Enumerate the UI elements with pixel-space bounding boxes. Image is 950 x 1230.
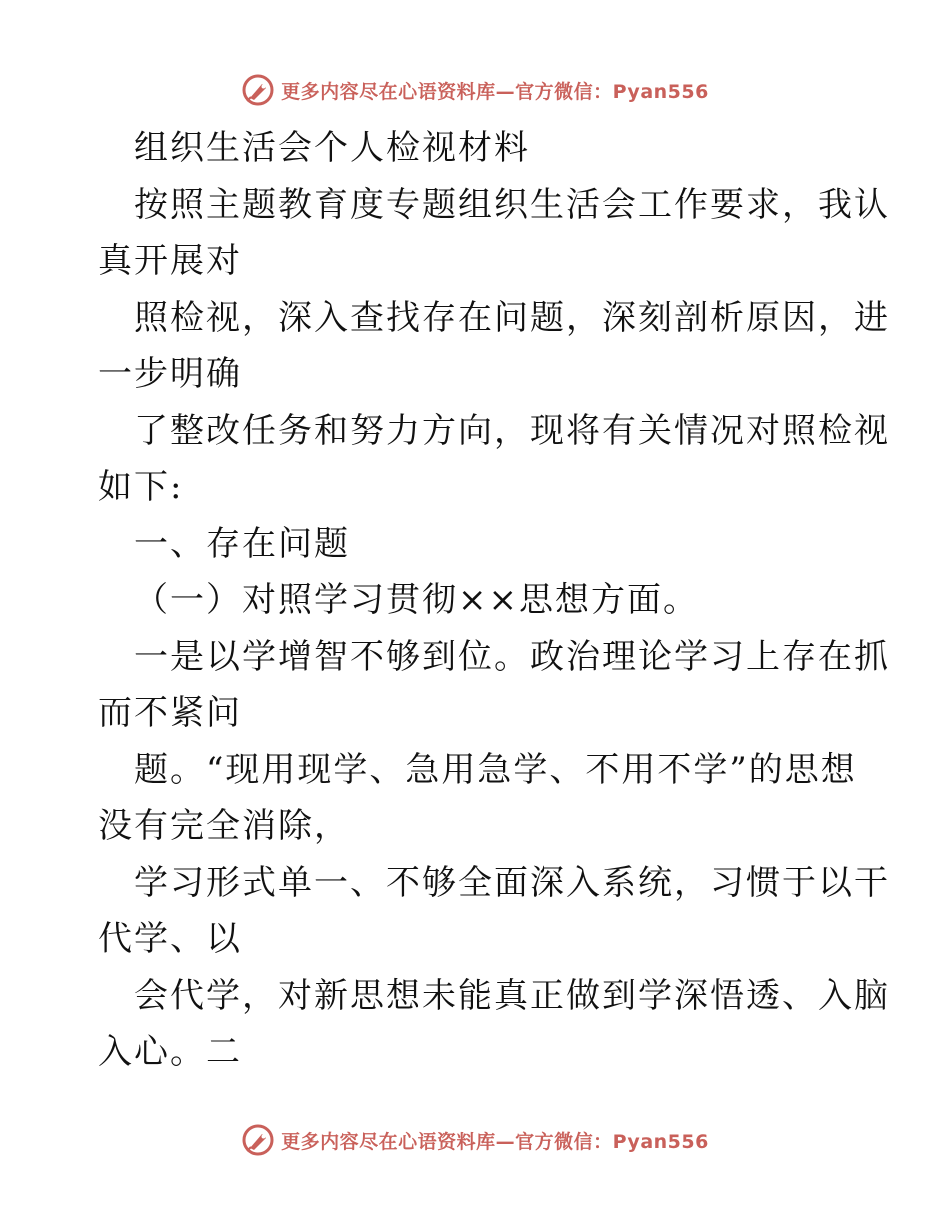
header-watermark <box>0 70 950 110</box>
footer-watermark <box>0 1120 950 1160</box>
text-line: 一步明确 <box>98 354 242 394</box>
pen-nib-logo-icon <box>241 73 275 107</box>
pen-nib-logo-icon <box>241 1123 275 1157</box>
watermark-text: 更多内容尽在心语资料库—官方微信：Pyan556 <box>281 1130 709 1153</box>
text-line: 会代学，对新思想未能真正做到学深悟透、入脑 <box>134 975 890 1016</box>
text-line: 代学、以 <box>98 919 242 959</box>
text-line: 没有完全消除， <box>98 806 350 846</box>
document-body <box>98 120 890 1081</box>
text-line: 入心。二 <box>98 1032 242 1072</box>
text-line: 真开展对 <box>98 241 242 281</box>
text-line: 而不紧问 <box>98 693 242 733</box>
text-line: 题。“现用现学、急用急学、不用不学”的思想 <box>134 749 857 790</box>
text-line: （一）对照学习贯彻××思想方面。 <box>134 580 699 620</box>
text-line: 一、存在问题 <box>134 523 350 564</box>
text-line: 按照主题教育度专题组织生活会工作要求，我认 <box>134 184 890 225</box>
text-line: 学习形式单一、不够全面深入系统，习惯于以干 <box>134 862 890 903</box>
text-line: 了整改任务和努力方向，现将有关情况对照检视 <box>134 410 890 451</box>
watermark-text: 更多内容尽在心语资料库—官方微信：Pyan556 <box>281 80 709 103</box>
text-line: 一是以学增智不够到位。政治理论学习上存在抓 <box>134 636 890 677</box>
text-line: 照检视，深入查找存在问题，深刻剖析原因，进 <box>134 297 890 338</box>
text-line: 组织生活会个人检视材料 <box>134 128 530 168</box>
text-line: 如下: <box>98 467 184 507</box>
